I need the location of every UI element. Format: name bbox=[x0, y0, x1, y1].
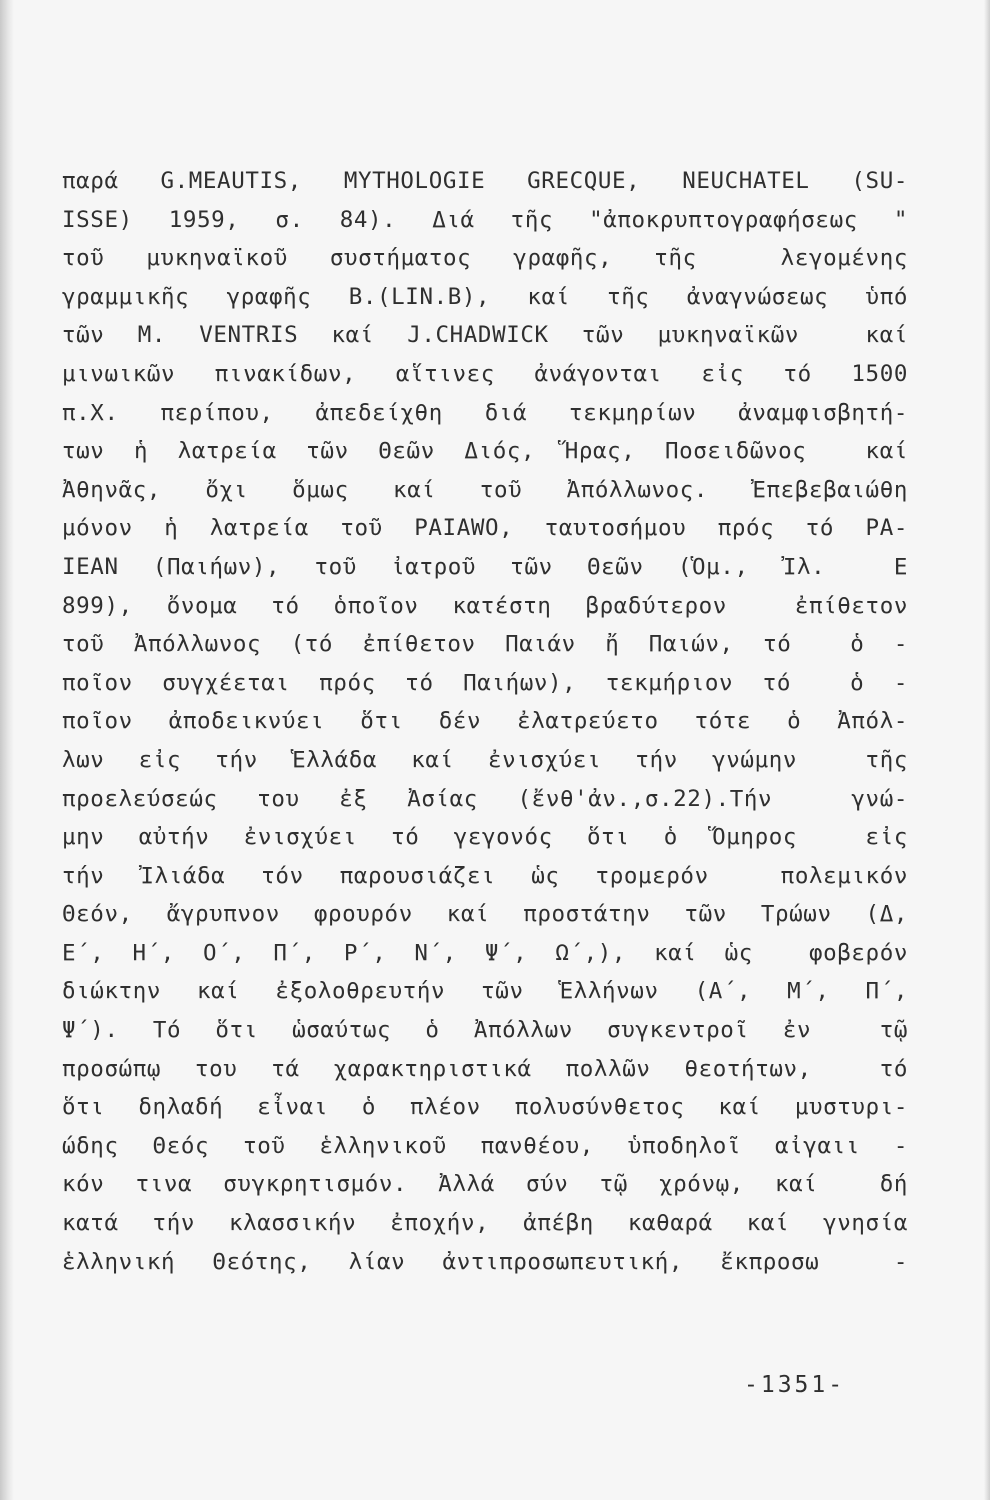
text-line: μην αὐτήν ἐνισχύει τό γεγονός ὅτι ὁ Ὅμηρος εἰς bbox=[62, 824, 908, 851]
text-line: λων εἰς τήν Ἑλλάδα καί ἐνισχύει τήν γνώμην τῆς bbox=[62, 746, 908, 773]
text-line: ὅτι δηλαδή εἶναι ὁ πλέον πολυσύνθετος καί μυστυρι- bbox=[62, 1094, 908, 1121]
text-line: παρά G.MEAUTIS, MYTHOLOGIE GRECQUE, NEUCHATEL (SU- bbox=[62, 168, 908, 194]
text-line: τοῦ μυκηναϊκοῦ συστήματος γραφῆς, τῆς λεγομένης bbox=[62, 245, 908, 272]
text-line: τήν Ἰλιάδα τόν παρουσιάζει ὡς τρομερόν πολεμικόν bbox=[62, 862, 908, 889]
text-line: κατά τήν κλασσικήν ἐποχήν, ἀπέβη καθαρά καί γνησία bbox=[62, 1210, 908, 1237]
text-line: ποῖον συγχέεται πρός τό Παιήων), τεκμήριον τό ὁ - bbox=[62, 669, 908, 696]
text-line: κόν τινα συγκρητισμόν. Ἀλλά σύν τῷ χρόνῳ, καί δή bbox=[62, 1171, 908, 1198]
text-line: ποῖον ἀποδεικνύει ὅτι δέν ἐλατρεύετο τότε ὁ Ἀπόλ- bbox=[62, 708, 908, 735]
text-line: Θεόν, ἄγρυπνον φρουρόν καί προστάτην τῶν Τρώων (Δ, bbox=[62, 901, 908, 928]
text-line: προσώπῳ του τά χαρακτηριστικά πολλῶν θεοτήτων, τό bbox=[62, 1055, 908, 1082]
text-line: τῶν M. VENTRIS καί J.CHADWICK τῶν μυκηναϊκῶν καί bbox=[62, 322, 908, 349]
text-line: ώδης Θεός τοῦ ἑλληνικοῦ πανθέου, ὑποδηλοῖ αἰγαιι - bbox=[62, 1132, 908, 1159]
text-line: Ψ΄). Τό ὅτι ὡσαύτως ὁ Ἀπόλλων συγκεντροῖ ἐν τῷ bbox=[62, 1017, 908, 1044]
text-line: π.Χ. περίπου, ἀπεδείχθη διά τεκμηρίων ἀναμφισβητή- bbox=[62, 399, 908, 426]
text-line: προελεύσεώς του ἐξ Ἀσίας (ἔνθ'ἀν.,σ.22).Τήν γνώ- bbox=[62, 785, 908, 812]
text-line: ISSE) 1959, σ. 84). Διά τῆς "ἀποκρυπτογραφήσεως " bbox=[62, 206, 908, 233]
text-line: IEAN (Παιήων), τοῦ ἰατροῦ τῶν Θεῶν (Ὁμ., Ἰλ. Ε bbox=[62, 553, 908, 580]
text-line: 899), ὄνομα τό ὁποῖον κατέστη βραδύτερον ἐπίθετον bbox=[62, 592, 908, 619]
text-line: μόνον ἡ λατρεία τοῦ PAIAWO, ταυτοσήμου πρός τό PA- bbox=[62, 515, 908, 542]
page-number: -1351- bbox=[744, 1372, 846, 1398]
body-text bbox=[62, 162, 908, 1281]
text-line: ἑλληνική Θεότης, λίαν ἀντιπροσωπευτική, ἔκπροσω - bbox=[62, 1248, 908, 1275]
text-line: Ε΄, Η΄, Ο΄, Π΄, Ρ΄, Ν΄, Ψ΄, Ω΄,), καί ὡς φοβερόν bbox=[62, 939, 908, 966]
text-line: γραμμικῆς γραφῆς B.(LIN.B), καί τῆς ἀναγνώσεως ὑπό bbox=[62, 283, 908, 310]
text-line: τοῦ Ἀπόλλωνος (τό ἐπίθετον Παιάν ἤ Παιών, τό ὁ - bbox=[62, 631, 908, 658]
text-line: διώκτην καί ἐξολοθρευτήν τῶν Ἑλλήνων (Α΄, Μ΄, Π΄, bbox=[62, 978, 908, 1005]
text-line: των ἡ λατρεία τῶν Θεῶν Διός, Ἥρας, Ποσειδῶνος καί bbox=[62, 438, 908, 465]
text-line: Ἀθηνᾶς, ὄχι ὅμως καί τοῦ Ἀπόλλωνος. Ἐπεβεβαιώθη bbox=[62, 476, 908, 503]
text-line: μινωικῶν πινακίδων, αἵτινες ἀνάγονται εἰς τό 1500 bbox=[62, 360, 908, 387]
